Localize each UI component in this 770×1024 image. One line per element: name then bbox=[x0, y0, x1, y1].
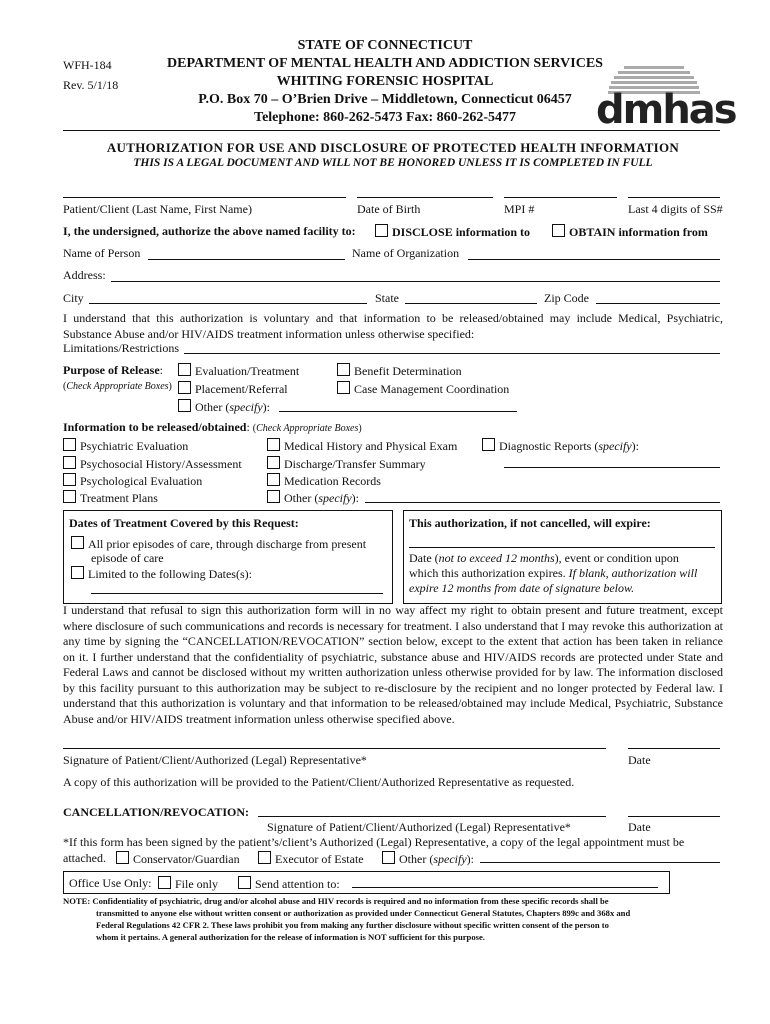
checkbox[interactable] bbox=[178, 381, 191, 394]
checkbox[interactable] bbox=[267, 473, 280, 486]
cancellation-date-input[interactable] bbox=[628, 816, 720, 817]
copy-text: A copy of this authorization will be provided to the Patient/Client/Authorized Representative as requested. bbox=[63, 775, 575, 789]
signature-date-input[interactable] bbox=[628, 748, 720, 749]
disclose-checkbox[interactable] bbox=[375, 224, 388, 237]
dates-limited-input[interactable] bbox=[91, 593, 383, 594]
person-input[interactable] bbox=[148, 259, 345, 260]
zip-input[interactable] bbox=[596, 303, 720, 304]
info-discharge-summary[interactable]: Discharge/Transfer Summary bbox=[267, 456, 426, 472]
address-input[interactable] bbox=[111, 281, 720, 282]
file-only-option[interactable]: File only bbox=[158, 876, 218, 892]
legal-note: NOTE: Confidentiality of psychiatric, drug and/or alcohol abuse and HIV records is required and no information from these specific records shall be transmitted to anyone else without written consent or authorization as provided under Connecticut General Statutes, Chapters 899c and 368x and Federal Regulations 42 CFR 2. These laws prohibit you from making any further disclosure without specific written consent of the person to whom it pertains. A general authorization for the release of information is NOT sufficient for this purpose. bbox=[63, 896, 631, 942]
header-state: STATE OF CONNECTICUT bbox=[297, 38, 473, 53]
checkbox[interactable] bbox=[158, 876, 171, 889]
header-department: DEPARTMENT OF MENTAL HEALTH AND ADDICTION SERVICES bbox=[167, 56, 603, 71]
patient-name-label: Patient/Client (Last Name, First Name) bbox=[63, 202, 252, 216]
obtain-label: OBTAIN information from bbox=[569, 225, 708, 239]
expire-input[interactable] bbox=[409, 547, 715, 548]
checkbox[interactable] bbox=[178, 363, 191, 376]
ssn-input[interactable] bbox=[628, 197, 720, 198]
office-use-label: Office Use Only: bbox=[69, 876, 152, 890]
checkbox[interactable] bbox=[337, 381, 350, 394]
ssn-label: Last 4 digits of SS# bbox=[628, 202, 723, 216]
info-psychological-eval[interactable]: Psychological Evaluation bbox=[63, 473, 202, 489]
city-label: City bbox=[63, 291, 84, 305]
state-label: State bbox=[375, 291, 399, 305]
dates-all-prior[interactable]: All prior episodes of care, through discharge from present bbox=[71, 536, 366, 552]
checkbox[interactable] bbox=[258, 851, 271, 864]
expire-line3: expire 12 months from date of signature below. bbox=[409, 581, 635, 595]
dob-input[interactable] bbox=[357, 197, 493, 198]
checkbox[interactable] bbox=[337, 363, 350, 376]
checkbox[interactable] bbox=[116, 851, 129, 864]
info-medication-records[interactable]: Medication Records bbox=[267, 473, 381, 489]
info-diagnostic-input[interactable] bbox=[504, 467, 720, 468]
checkbox[interactable] bbox=[63, 438, 76, 451]
dates-limited[interactable]: Limited to the following Dates(s): bbox=[71, 566, 252, 582]
checkbox[interactable] bbox=[382, 851, 395, 864]
other-rep-input[interactable] bbox=[480, 862, 720, 863]
signature-input[interactable] bbox=[63, 748, 606, 749]
purpose-other-input[interactable] bbox=[279, 411, 517, 412]
info-label: Information to be released/obtained: (Check Appropriate Boxes) bbox=[63, 420, 362, 434]
checkbox[interactable] bbox=[63, 473, 76, 486]
purpose-case-management[interactable]: Case Management Coordination bbox=[337, 381, 509, 397]
checkbox[interactable] bbox=[267, 438, 280, 451]
send-attention-option[interactable]: Send attention to: bbox=[238, 876, 340, 892]
limitations-label: Limitations/Restrictions bbox=[63, 341, 179, 355]
dates-all-prior-cont: episode of care bbox=[91, 551, 164, 565]
info-diagnostic-reports[interactable]: Diagnostic Reports (specify): bbox=[482, 438, 639, 454]
purpose-other[interactable]: Other (specify): bbox=[178, 399, 270, 415]
zip-label: Zip Code bbox=[544, 291, 589, 305]
limitations-input[interactable] bbox=[184, 353, 720, 354]
refusal-text: I understand that refusal to sign this authorization form will in no way affect my right to obtain present and future treatment, except where disclosure of such communications and records is necessary for treatment. I also understand that I may revoke this authorization at any time by signing the “CANCELLATION/REVOCATION” section below, except to the extent that action has been taken in reliance on it. I further understand that the confidentiality of psychiatric, substance abuse and HIV/AIDS records are protected under State and Federal Laws and cannot be disclosed without my written authorization unless otherwise provided for by law. The information disclosed by this facility pursuant to this authorization may be subject to re-disclosure by the recipient and no longer protected by Federal law. I understand that this authorization is voluntary and that information to be released/obtained may include Medical, Psychiatric, Substance Abuse and/or HIV/AIDS treatment information unless otherwise specified above. bbox=[63, 603, 723, 726]
organization-label: Name of Organization bbox=[352, 246, 460, 260]
purpose-label: Purpose of Release: bbox=[63, 363, 163, 377]
legal-rep-note: *If this form has been signed by the patient’s/client’s Authorized (Legal) Representative, a copy of the legal appointment must be bbox=[63, 835, 685, 849]
expire-date-note: Date (not to exceed 12 months), event or condition upon bbox=[409, 551, 679, 565]
info-other[interactable]: Other (specify): bbox=[267, 490, 359, 506]
disclose-label: DISCLOSE information to bbox=[392, 225, 531, 239]
person-label: Name of Person bbox=[63, 246, 141, 260]
cancellation-label: CANCELLATION/REVOCATION: bbox=[63, 805, 249, 819]
city-input[interactable] bbox=[89, 303, 367, 304]
info-medical-history[interactable]: Medical History and Physical Exam bbox=[267, 438, 457, 454]
dob-label: Date of Birth bbox=[357, 202, 421, 216]
form-id: WFH-184 bbox=[63, 58, 112, 72]
dmhas-logo bbox=[594, 62, 736, 134]
checkbox[interactable] bbox=[71, 566, 84, 579]
checkbox[interactable] bbox=[267, 456, 280, 469]
voluntary-text: I understand that this authorization is voluntary and that information to be released/obtained may include Medical, Psychiatric, Substance Abuse and/or HIV/AIDS treatment information unless otherwise specified: bbox=[63, 311, 723, 341]
checkbox[interactable] bbox=[178, 399, 191, 412]
office-use-box bbox=[63, 871, 670, 894]
checkbox[interactable] bbox=[63, 456, 76, 469]
cancellation-signature-input[interactable] bbox=[258, 816, 606, 817]
form-revision: Rev. 5/1/18 bbox=[63, 78, 119, 92]
checkbox[interactable] bbox=[238, 876, 251, 889]
info-psychiatric-eval[interactable]: Psychiatric Evaluation bbox=[63, 438, 188, 454]
send-attention-input[interactable] bbox=[352, 887, 658, 888]
state-input[interactable] bbox=[405, 303, 537, 304]
cancellation-signature-label: Signature of Patient/Client/Authorized (Legal) Representative* bbox=[267, 820, 571, 834]
mpi-label: MPI # bbox=[504, 202, 535, 216]
form-subtitle: THIS IS A LEGAL DOCUMENT AND WILL NOT BE HONORED UNLESS IT IS COMPLETED IN FULL bbox=[133, 157, 653, 169]
checkbox[interactable] bbox=[63, 490, 76, 503]
info-treatment-plans[interactable]: Treatment Plans bbox=[63, 490, 158, 506]
other-rep-option[interactable]: Other (specify): bbox=[382, 851, 474, 867]
signature-label: Signature of Patient/Client/Authorized (Legal) Representative* bbox=[63, 753, 367, 767]
header-address: P.O. Box 70 – O’Brien Drive – Middletown, Connecticut 06457 bbox=[198, 92, 572, 107]
logo-text: dmhas bbox=[596, 87, 736, 133]
purpose-placement[interactable]: Placement/Referral bbox=[178, 381, 288, 397]
info-psychosocial[interactable]: Psychosocial History/Assessment bbox=[63, 456, 242, 472]
purpose-hint: (Check Appropriate Boxes) bbox=[63, 381, 172, 392]
form-title: AUTHORIZATION FOR USE AND DISCLOSURE OF PROTECTED HEALTH INFORMATION bbox=[106, 140, 680, 155]
signature-date-label: Date bbox=[628, 753, 651, 767]
dates-title: Dates of Treatment Covered by this Request: bbox=[69, 516, 299, 530]
header-hospital: WHITING FORENSIC HOSPITAL bbox=[276, 74, 494, 89]
obtain-checkbox[interactable] bbox=[552, 224, 565, 237]
checkbox[interactable] bbox=[482, 438, 495, 451]
conservator-option[interactable]: Conservator/Guardian bbox=[116, 851, 240, 867]
mpi-input[interactable] bbox=[504, 197, 617, 198]
expire-line2: which this authorization expires. If blank, authorization will bbox=[409, 566, 698, 580]
executor-option[interactable]: Executor of Estate bbox=[258, 851, 364, 867]
checkbox[interactable] bbox=[71, 536, 84, 549]
expire-title: This authorization, if not cancelled, will expire: bbox=[409, 516, 651, 530]
attached-label: attached. bbox=[63, 851, 106, 865]
header-phone-fax: Telephone: 860-262-5473 Fax: 860-262-5477 bbox=[254, 110, 516, 125]
cancellation-date-label: Date bbox=[628, 820, 651, 834]
purpose-benefit[interactable]: Benefit Determination bbox=[337, 363, 462, 379]
obtain-option[interactable] bbox=[552, 224, 708, 240]
patient-name-input[interactable] bbox=[63, 197, 346, 198]
purpose-evaluation[interactable]: Evaluation/Treatment bbox=[178, 363, 299, 379]
authorize-text: I, the undersigned, authorize the above named facility to: bbox=[63, 224, 356, 238]
address-label: Address: bbox=[63, 268, 106, 282]
organization-input[interactable] bbox=[468, 259, 720, 260]
checkbox[interactable] bbox=[267, 490, 280, 503]
disclose-option[interactable] bbox=[375, 224, 530, 240]
info-other-input[interactable] bbox=[365, 502, 720, 503]
